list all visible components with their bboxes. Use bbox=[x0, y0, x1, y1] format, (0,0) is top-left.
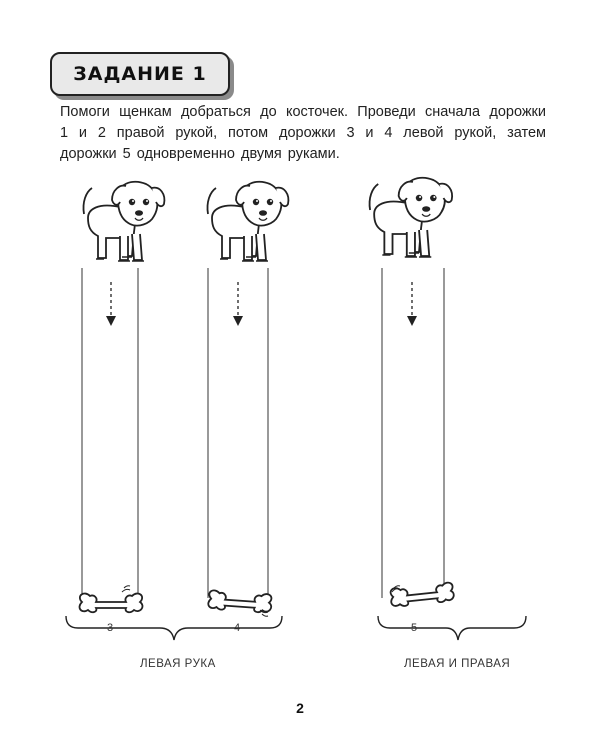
puppy-icon bbox=[83, 182, 164, 261]
label-both-hands: ЛЕВАЯ И ПРАВАЯ bbox=[404, 658, 511, 670]
brace-both-hands bbox=[378, 616, 526, 640]
bone-icon bbox=[208, 590, 272, 613]
brace-left-hand bbox=[66, 616, 282, 640]
instructions-line-2: 1 и 2 правой рукой, потом дорожки 3 и 4 левой рукой, затем bbox=[60, 125, 546, 141]
path-number-3: 3 bbox=[107, 622, 114, 634]
page-number: 2 bbox=[296, 700, 304, 716]
motion-marks bbox=[122, 586, 130, 592]
arrow-down-icon bbox=[233, 316, 243, 326]
label-left-hand: ЛЕВАЯ РУКА bbox=[140, 658, 216, 670]
arrow-down-icon bbox=[106, 316, 116, 326]
task-title: ЗАДАНИЕ 1 bbox=[50, 52, 230, 96]
instructions-line-3: дорожки 5 одновременно двумя руками. bbox=[60, 146, 340, 162]
puppy-icon bbox=[370, 178, 453, 257]
bone-icon bbox=[80, 594, 143, 613]
arrow-down-icon bbox=[407, 316, 417, 326]
instructions-line-1: Помоги щенкам добраться до косточек. Проведи сначала дорожки bbox=[60, 104, 546, 120]
path-number-5: 5 bbox=[411, 622, 418, 634]
path-number-4: 4 bbox=[234, 622, 241, 634]
puppy-icon bbox=[207, 182, 288, 261]
